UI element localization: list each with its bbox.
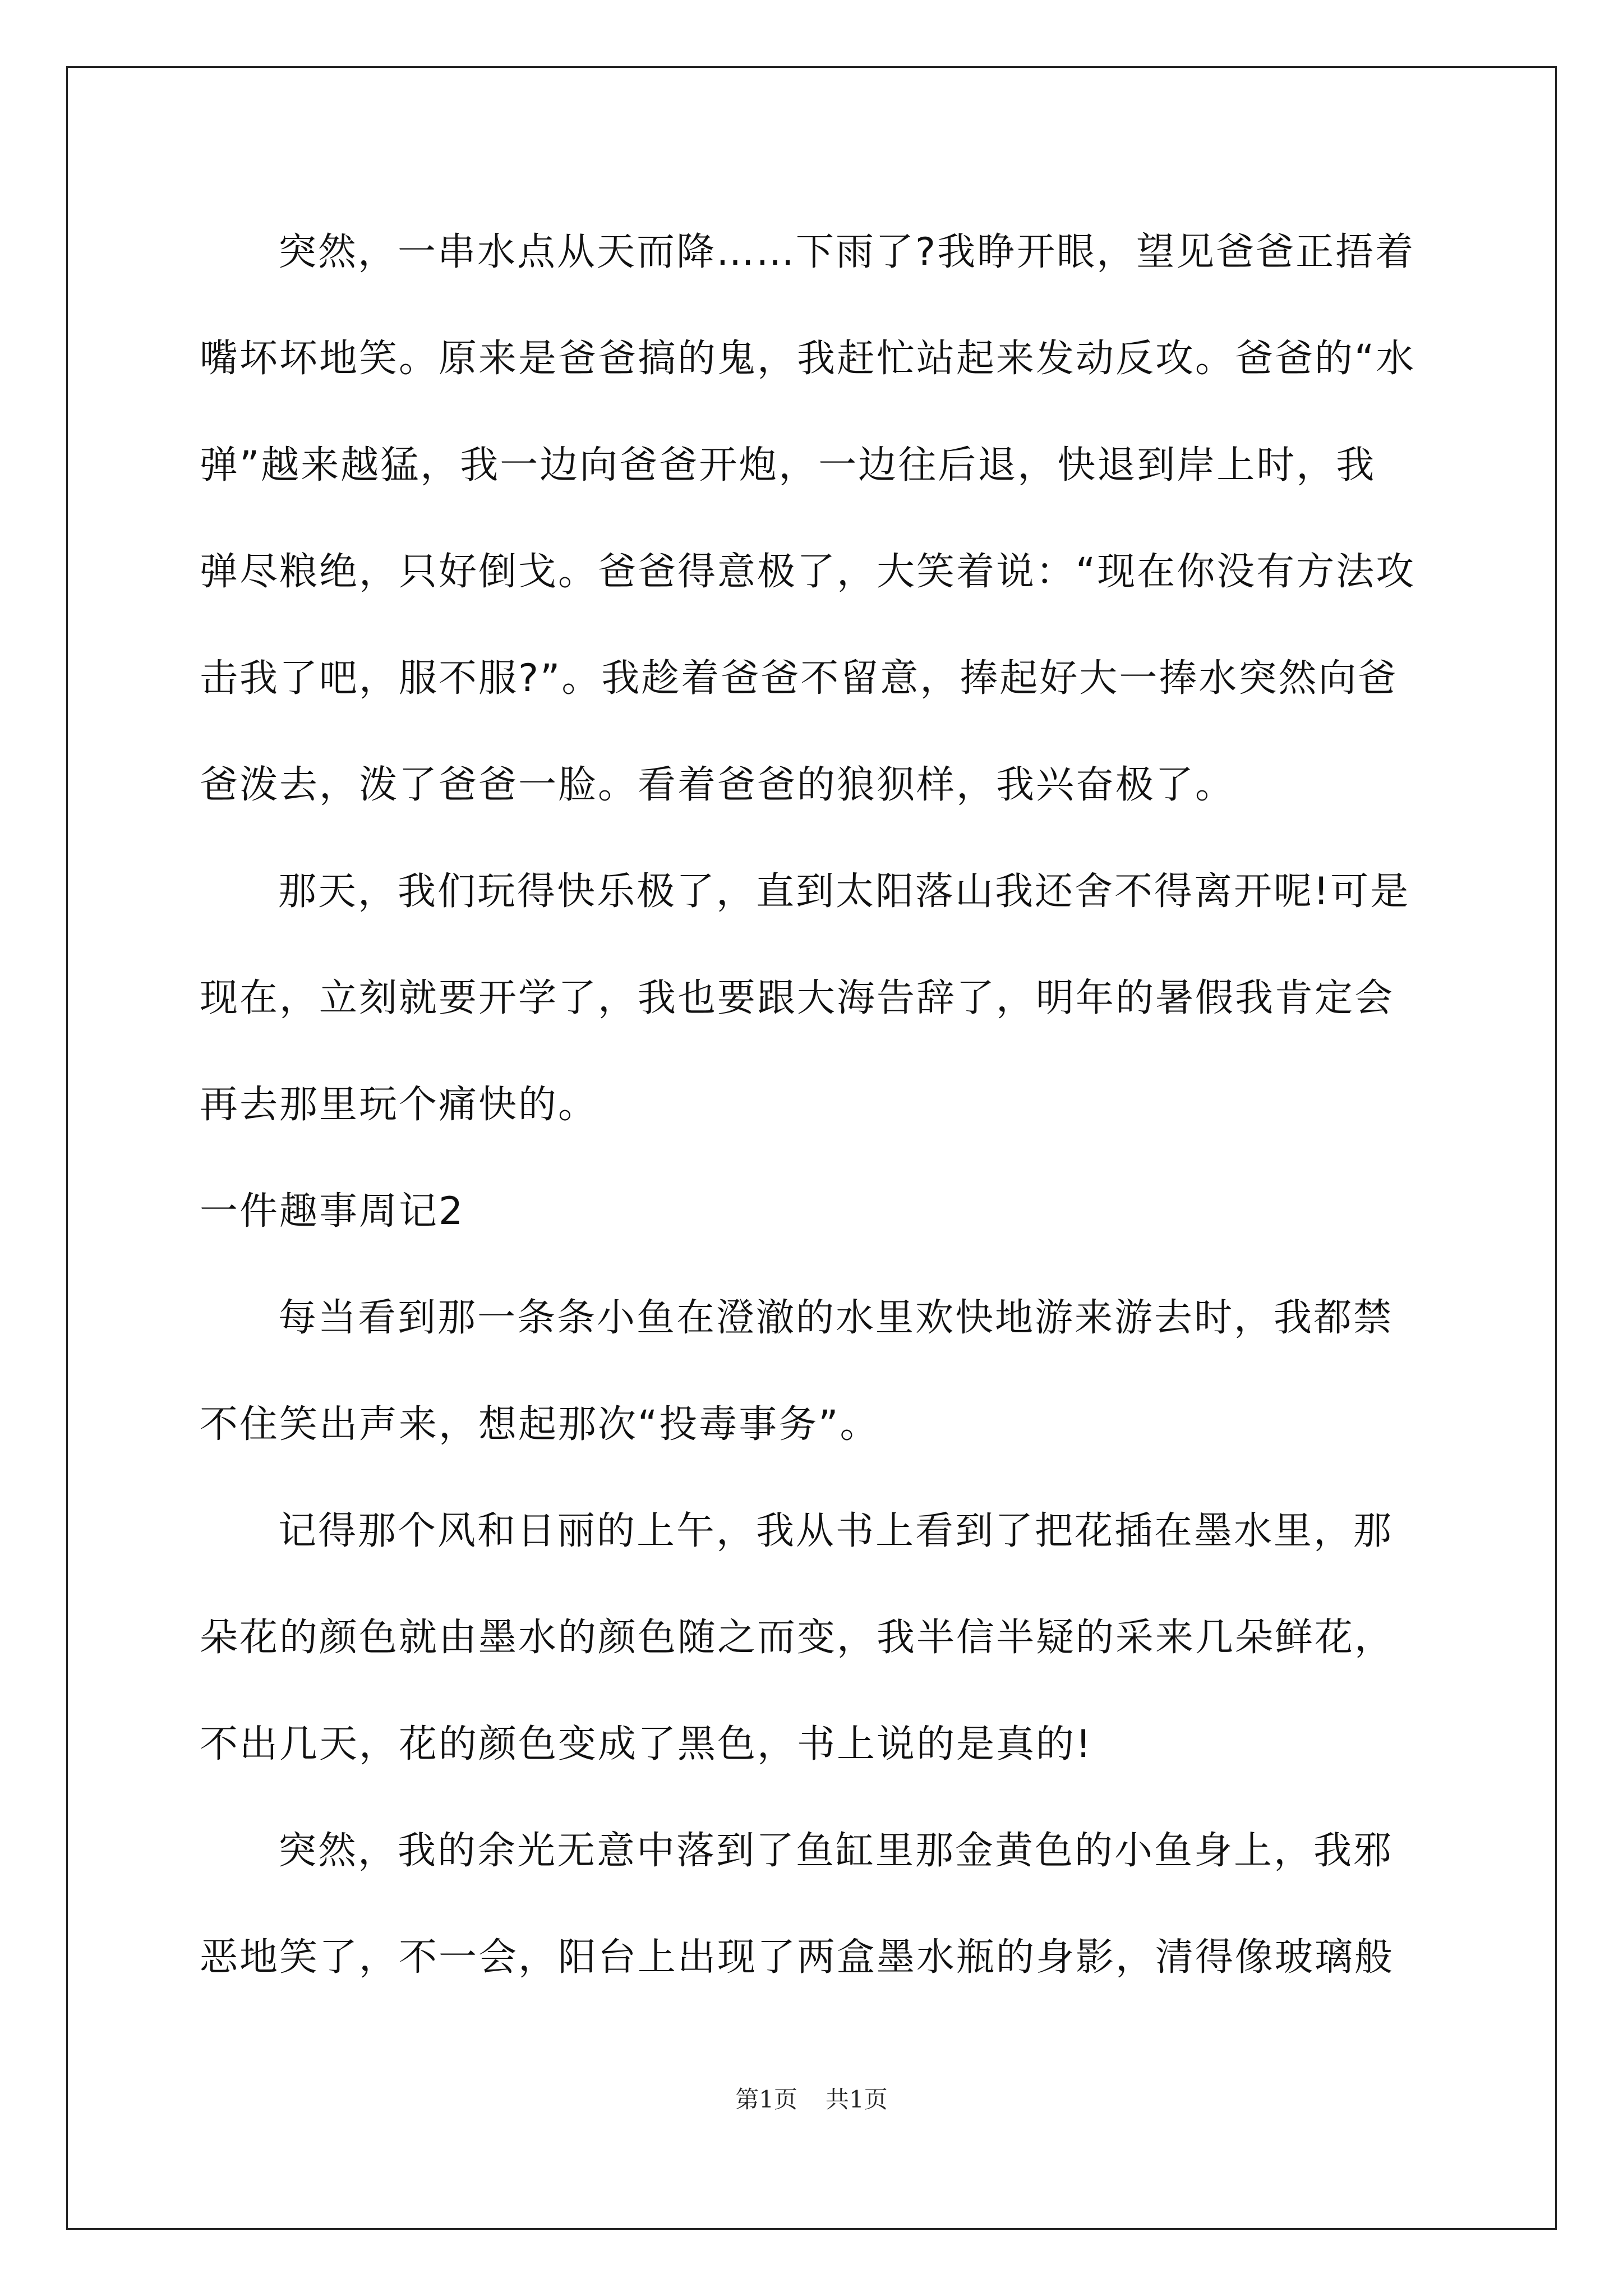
paragraph-line: 不住笑出声来，想起那次“投毒事务”。 [200, 1402, 880, 1447]
paragraph-line: 不出几天，花的颜色变成了黑色，书上说的是真的! [200, 1722, 1093, 1766]
document-body [200, 219, 1428, 2031]
paragraph-line: 嘴坏坏地笑。原来是爸爸搞的鬼，我赶忙站起来发动反攻。爸爸的“水 [200, 337, 1416, 381]
paragraph-line: 弹”越来越猛，我一边向爸爸开炮，一边往后退，快退到岸上时，我 [200, 443, 1376, 487]
section-heading: 一件趣事周记2 [200, 1189, 465, 1234]
paragraph-line: 记得那个风和日丽的上午，我从书上看到了把花插在墨水里，那 [278, 1509, 1394, 1553]
paragraph-line: 弹尽粮绝，只好倒戈。爸爸得意极了，大笑着说：“现在你没有方法攻 [200, 550, 1416, 594]
total-pages: 共1页 [826, 2086, 888, 2113]
paragraph-line: 击我了吧，服不服?”。我趁着爸爸不留意，捧起好大一捧水突然向爸 [200, 656, 1398, 701]
paragraph-line: 朵花的颜色就由墨水的颜色随之而变，我半信半疑的采来几朵鲜花， [200, 1616, 1395, 1660]
page-footer [0, 2081, 1623, 2115]
paragraph-line: 那天，我们玩得快乐极了，直到太阳落山我还舍不得离开呢!可是 [278, 869, 1410, 914]
paragraph-line: 恶地笑了，不一会，阳台上出现了两盒墨水瓶的身影，清得像玻璃般 [200, 1935, 1395, 1980]
paragraph-line: 现在，立刻就要开学了，我也要跟大海告辞了，明年的暑假我肯定会 [200, 976, 1395, 1020]
paragraph-line: 爸泼去，泼了爸爸一脸。看着爸爸的狼狈样，我兴奋极了。 [200, 763, 1235, 807]
paragraph-line: 再去那里玩个痛快的。 [200, 1083, 598, 1127]
paragraph-line: 突然，我的余光无意中落到了鱼缸里那金黄色的小鱼身上，我邪 [278, 1829, 1394, 1873]
paragraph-line: 每当看到那一条条小鱼在澄澈的水里欢快地游来游去时，我都禁 [278, 1296, 1394, 1340]
page-number: 第1页 [735, 2086, 797, 2113]
paragraph-line: 突然，一串水点从天而降……下雨了?我睁开眼，望见爸爸正捂着 [278, 230, 1415, 274]
